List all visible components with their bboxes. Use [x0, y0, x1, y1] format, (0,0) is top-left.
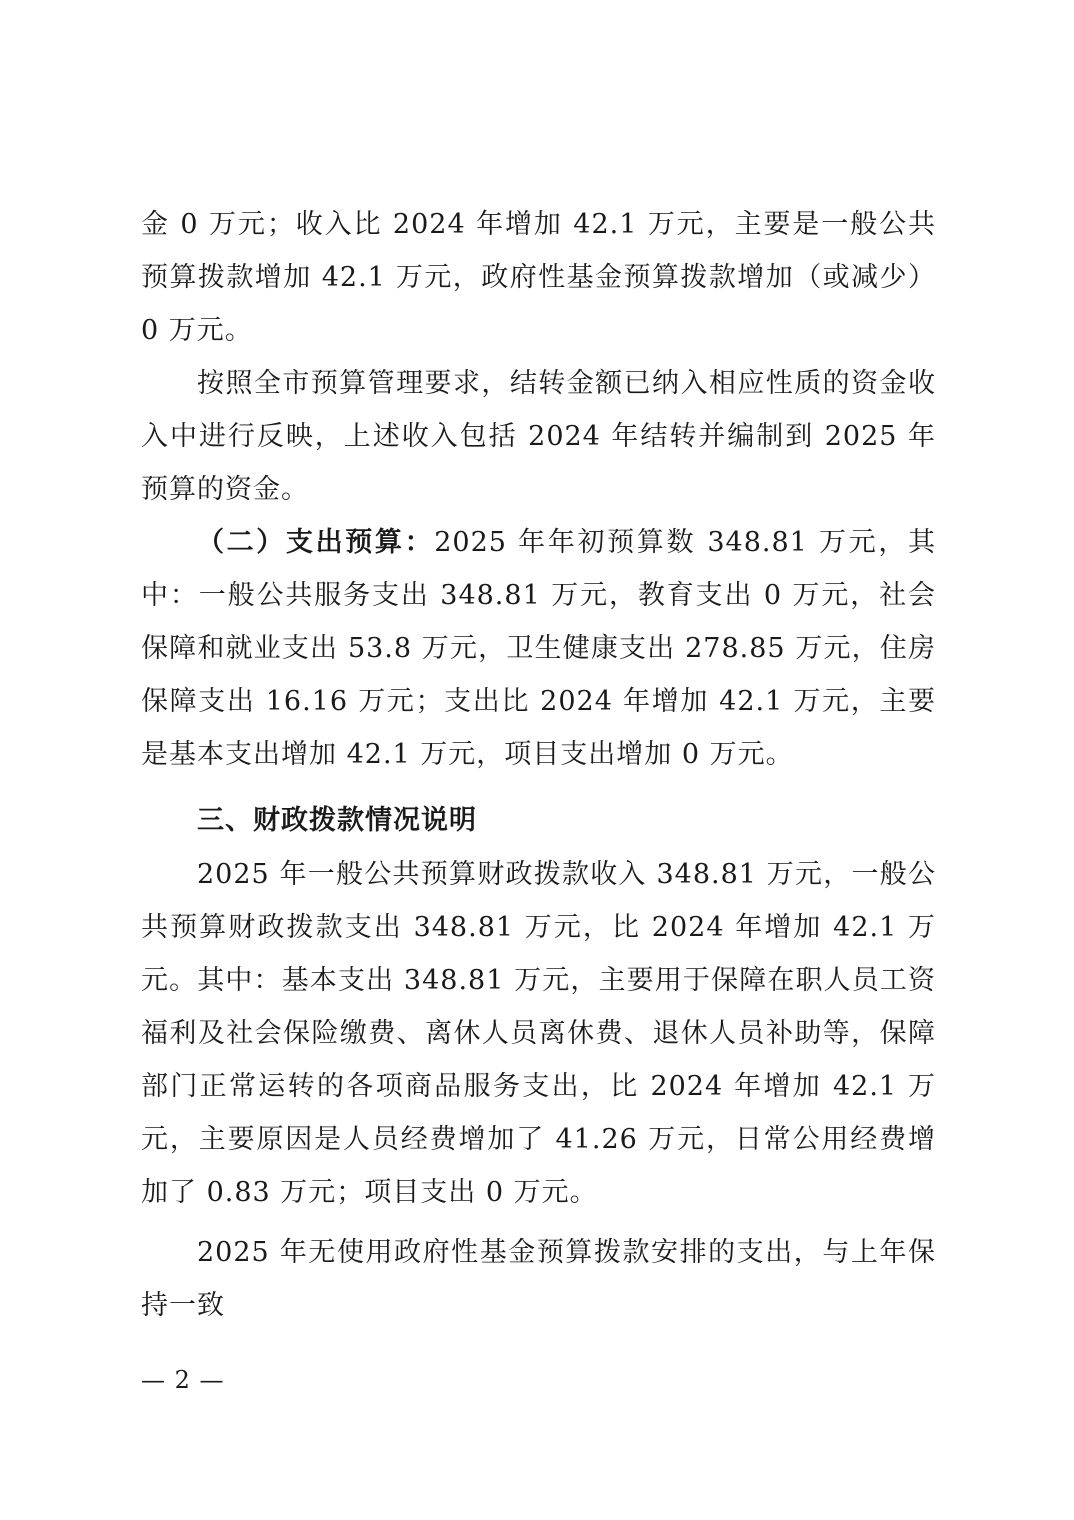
expenditure-budget-lead: （二）支出预算： [197, 527, 435, 558]
expenditure-budget-body: 2025 年年初预算数 348.81 万元，其中：一般公共服务支出 348.81 万元，教育支出 0 万元，社会保障和就业支出 53.8 万元，卫生健康支出 278.85 万元，住房保障支出 16.16 万元；支出比 2024 年增加 42.1 万元，主要是基本支出增加 42.1 万元，项目支出增加 0 万元。 [141, 527, 937, 770]
paragraph-general-public-budget: 2025 年一般公共预算财政拨款收入 348.81 万元，一般公共预算财政拨款支出 348.81 万元，比 2024 年增加 42.1 万元。其中：基本支出 348.81 万元，主要用于保障在职人员工资福利及社会保险缴费、离休人员离休费、退休人员补助等，保障部门正常运转的各项商品服务支出，比 2024 年增加 42.1 万元，主要原因是人员经费增加了 41.26 万元，日常公用经费增加了 0.83 万元；项目支出 0 万元。 [141, 859, 936, 1208]
paragraph-expenditure-budget [141, 516, 936, 781]
paragraph-income-continuation: 金 0 万元；收入比 2024 年增加 42.1 万元，主要是一般公共预算拨款增加 42.1 万元，政府性基金预算拨款增加（或减少）0 万元。 [141, 209, 936, 346]
page-number: — 2 — [141, 1366, 225, 1394]
paragraph-government-fund: 2025 年无使用政府性基金预算拨款安排的支出，与上年保持一致 [141, 1237, 936, 1321]
paragraph-carryover-note: 按照全市预算管理要求，结转金额已纳入相应性质的资金收入中进行反映，上述收入包括 2024 年结转并编制到 2025 年预算的资金。 [141, 368, 936, 505]
section-heading-fiscal-appropriation: 三、财政拨款情况说明 [197, 805, 477, 836]
